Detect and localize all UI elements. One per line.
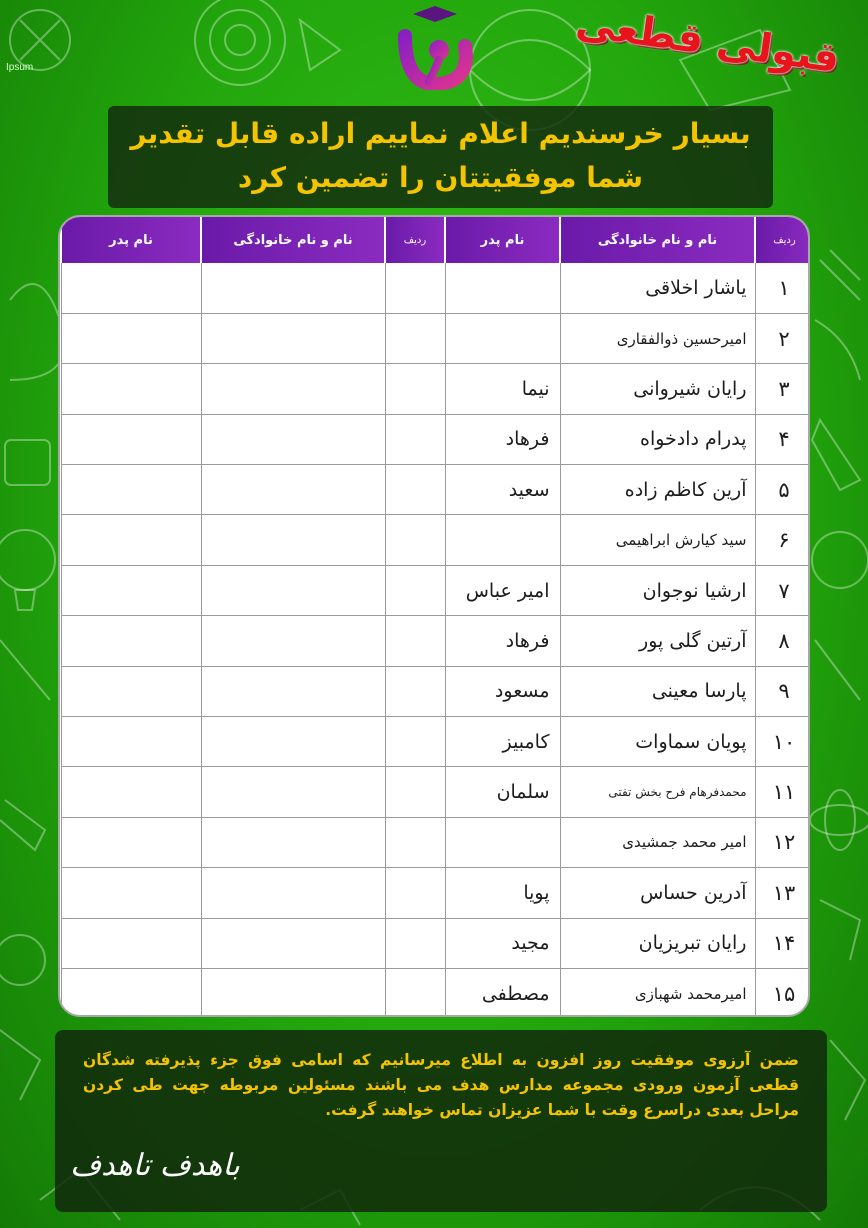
headline-line-2: شما موفقیتتان را تضمین کرد [237, 161, 644, 194]
empty-cell [201, 414, 385, 464]
empty-cell [61, 465, 201, 515]
row-rank: ۱۵ [755, 968, 810, 1017]
empty-cell [385, 666, 445, 716]
row-father: کامبیز [445, 717, 560, 767]
empty-cell [61, 868, 201, 918]
empty-cell [61, 616, 201, 666]
empty-cell [385, 263, 445, 313]
empty-cell [61, 364, 201, 414]
empty-cell [201, 666, 385, 716]
row-father: سلمان [445, 767, 560, 817]
empty-cell [201, 465, 385, 515]
empty-cell [61, 817, 201, 867]
empty-cell [61, 968, 201, 1017]
row-name: سید کیارش ابراهیمی [560, 515, 755, 565]
row-father: مسعود [445, 666, 560, 716]
row-rank: ۲ [755, 313, 810, 363]
row-father: فرهاد [445, 414, 560, 464]
header-name-2: نام و نام خانوادگی [201, 217, 385, 263]
footer-message: ضمن آرزوی موفقیت روز افزون به اطلاع میرسانیم که اسامی فوق جزء پذیرفته شدگان قطعی آزمون ورودی مجموعه مدارس هدف می باشند مسئولین مربوطه جهت طی کردن مراحل بعدی دراسرع وقت با شما عزیزان تماس خواهند گرفت. [83, 1051, 799, 1119]
row-name: ارشیا نوجوان [560, 565, 755, 615]
empty-cell [201, 313, 385, 363]
row-rank: ۱۲ [755, 817, 810, 867]
row-father [445, 515, 560, 565]
row-rank: ۵ [755, 465, 810, 515]
row-name: آرین کاظم زاده [560, 465, 755, 515]
empty-cell [61, 313, 201, 363]
headline-line-1: بسیار خرسندیم اعلام نماییم اراده قابل تقدیر [130, 117, 751, 150]
empty-cell [385, 767, 445, 817]
header-rank-2: ردیف [385, 217, 445, 263]
empty-cell [201, 868, 385, 918]
row-rank: ۴ [755, 414, 810, 464]
table-row [61, 968, 810, 1017]
row-father: مصطفی [445, 968, 560, 1017]
row-name: پدرام دادخواه [560, 414, 755, 464]
row-father [445, 817, 560, 867]
empty-cell [385, 868, 445, 918]
header-father-2: نام پدر [61, 217, 201, 263]
accepted-students-table [58, 215, 810, 1017]
table-row [61, 918, 810, 968]
empty-cell [201, 515, 385, 565]
row-rank: ۸ [755, 616, 810, 666]
table-row [61, 616, 810, 666]
table-row [61, 868, 810, 918]
empty-cell [201, 767, 385, 817]
row-name: پارسا معینی [560, 666, 755, 716]
row-name: رایان تبریزیان [560, 918, 755, 968]
table-row [61, 565, 810, 615]
empty-cell [201, 565, 385, 615]
empty-cell [385, 313, 445, 363]
empty-cell [61, 717, 201, 767]
empty-cell [201, 263, 385, 313]
empty-cell [385, 817, 445, 867]
headline-banner [108, 106, 773, 208]
table-header-row [61, 217, 810, 263]
row-father: پویا [445, 868, 560, 918]
empty-cell [385, 968, 445, 1017]
row-rank: ۱ [755, 263, 810, 313]
empty-cell [61, 666, 201, 716]
empty-cell [385, 918, 445, 968]
empty-cell [61, 414, 201, 464]
row-father: امیر عباس [445, 565, 560, 615]
row-father [445, 313, 560, 363]
empty-cell [385, 414, 445, 464]
table-row [61, 263, 810, 313]
table-row [61, 767, 810, 817]
row-rank: ۳ [755, 364, 810, 414]
row-name: آدرین حساس [560, 868, 755, 918]
empty-cell [385, 616, 445, 666]
empty-cell [385, 364, 445, 414]
row-rank: ۹ [755, 666, 810, 716]
empty-cell [201, 616, 385, 666]
row-father: مجید [445, 918, 560, 968]
empty-cell [61, 263, 201, 313]
row-father: سعید [445, 465, 560, 515]
empty-cell [201, 717, 385, 767]
header-rank: ردیف [755, 217, 810, 263]
empty-cell [201, 364, 385, 414]
row-rank: ۱۴ [755, 918, 810, 968]
row-name: امیرمحمد شهبازی [560, 968, 755, 1017]
header-name: نام و نام خانوادگی [560, 217, 755, 263]
table-row [61, 364, 810, 414]
row-name: یاشار اخلاقی [560, 263, 755, 313]
row-name: پویان سماوات [560, 717, 755, 767]
row-name: محمدفرهام فرح بخش تفتی [560, 767, 755, 817]
row-rank: ۶ [755, 515, 810, 565]
table-row [61, 465, 810, 515]
empty-cell [61, 918, 201, 968]
table-row [61, 717, 810, 767]
empty-cell [385, 717, 445, 767]
empty-cell [201, 817, 385, 867]
table-row [61, 666, 810, 716]
empty-cell [385, 515, 445, 565]
table-row [61, 414, 810, 464]
row-name: امیرحسین ذوالفقاری [560, 313, 755, 363]
empty-cell [201, 968, 385, 1017]
row-rank: ۱۳ [755, 868, 810, 918]
table-row [61, 817, 810, 867]
signature: باهدف تاهدف [70, 1148, 240, 1183]
empty-cell [61, 565, 201, 615]
acceptance-stamp: قبولی قطعی [573, 0, 843, 83]
row-name: رایان شیروانی [560, 364, 755, 414]
row-name: آرتین گلی پور [560, 616, 755, 666]
corner-watermark-text: Ipsum [6, 62, 34, 73]
empty-cell [61, 515, 201, 565]
school-logo-icon [383, 6, 487, 90]
empty-cell [385, 465, 445, 515]
row-father: نیما [445, 364, 560, 414]
row-father [445, 263, 560, 313]
row-name: امیر محمد جمشیدی [560, 817, 755, 867]
empty-cell [201, 918, 385, 968]
empty-cell [385, 565, 445, 615]
empty-cell [61, 767, 201, 817]
row-father: فرهاد [445, 616, 560, 666]
table-row [61, 515, 810, 565]
row-rank: ۱۰ [755, 717, 810, 767]
row-rank: ۱۱ [755, 767, 810, 817]
table-row [61, 313, 810, 363]
row-rank: ۷ [755, 565, 810, 615]
header-father: نام پدر [445, 217, 560, 263]
